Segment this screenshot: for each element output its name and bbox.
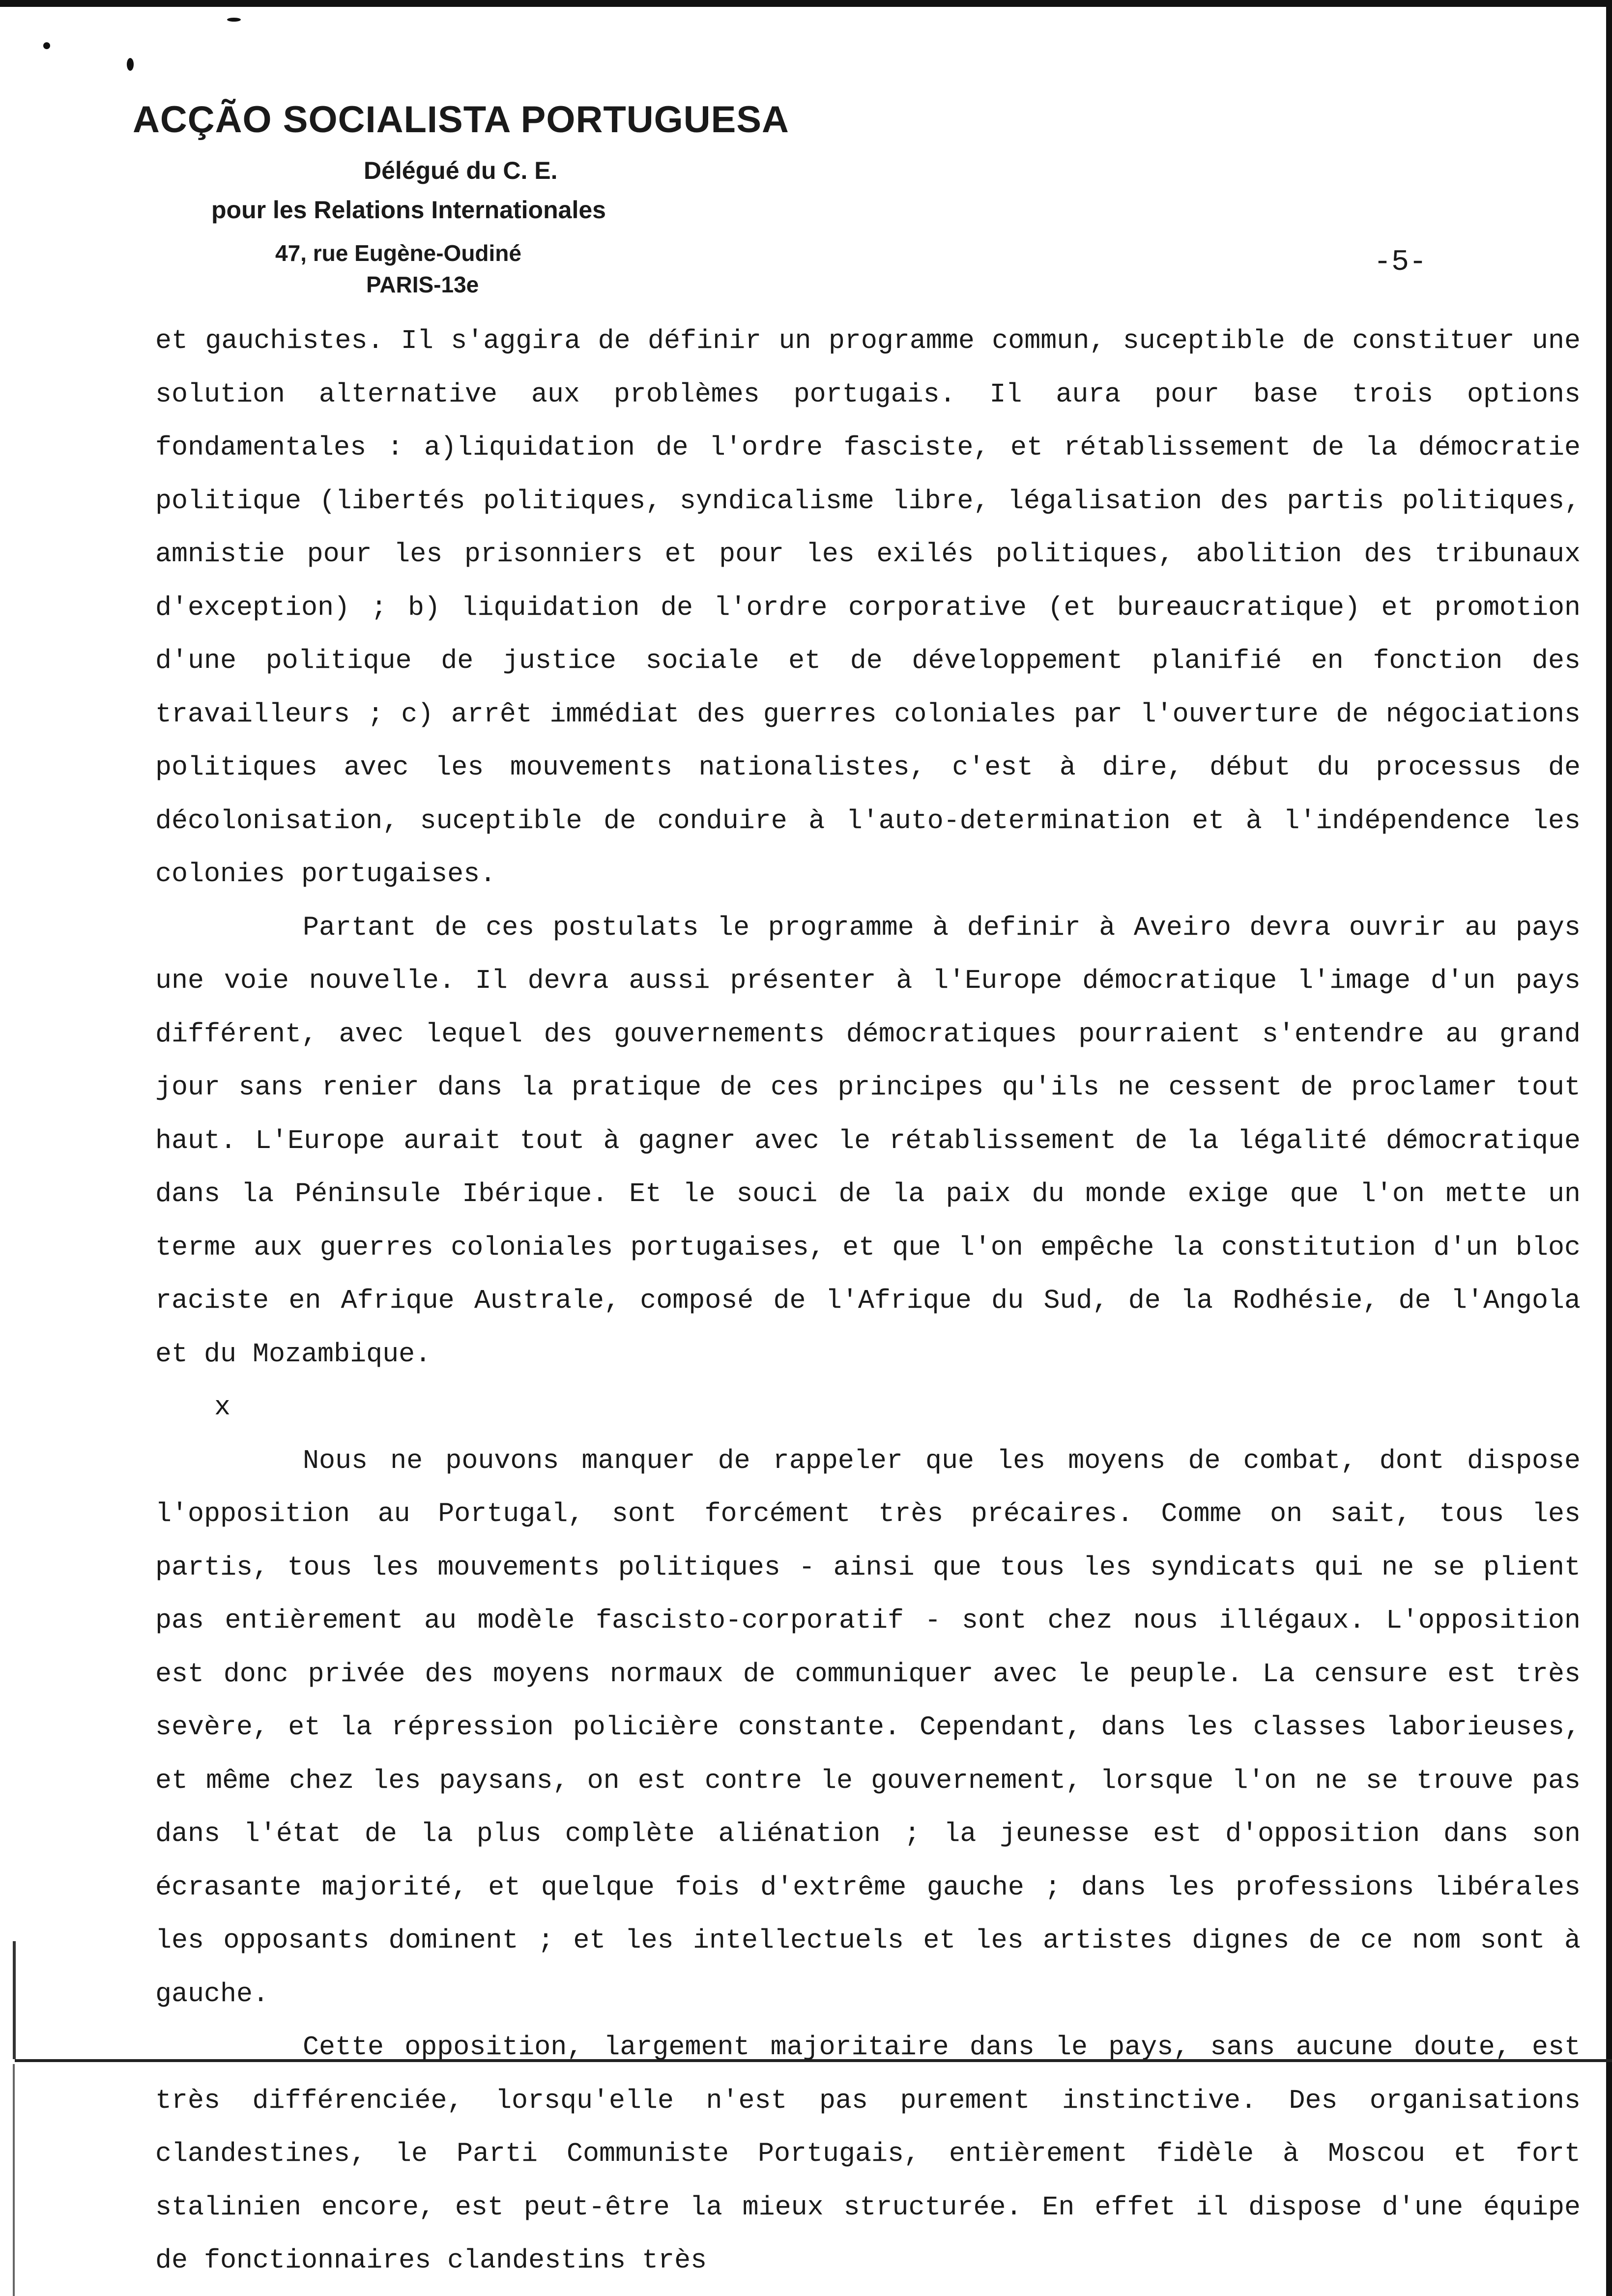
paragraph-1: et gauchistes. Il s'aggira de définir un programme commun, suceptible de constituer une solution alternative aux problèmes portugais. Il aura pour base trois options fondamentales : a)liquidation de l'ordre fasciste, et rétablissement de la démocratie politique (libertés politiques, syndicalisme libre, légalisation des partis politiques, amnistie pour les prisonniers et pour les exilés politiques, abolition des tribunaux d'exception) ; b) liquidation de l'ordre corporative (et bureaucratique) et promotion d'une politique de justice sociale et de développement planifié en fonction des travailleurs ; c) arrêt immédiat des guerres coloniales par l'ouverture de négociations politiques avec les mouvements nationalistes, c'est à dire, début du processus de décolonisation, suceptible de conduire à l'auto-determination et à l'indépendence les colonies portugaises. — [155, 325, 1581, 890]
organization-name: ACÇÃO SOCIALISTA PORTUGUESA — [133, 99, 789, 141]
relations-line: pour les Relations Internationales — [211, 196, 606, 224]
city-line: PARIS-13e — [366, 272, 479, 297]
scan-speck — [43, 42, 50, 49]
letterhead — [133, 98, 821, 297]
scan-border-left — [13, 1941, 16, 2059]
paragraph-4: Cette opposition, largement majoritaire dans le pays, sans aucune doute, est très différenciée, lorsqu'elle n'est pas purement instinctive. Des organisations clandestines, le Parti Communiste Portugais, entièrement fidèle à Moscou et fort stalinien encore, est peut-être la mieux structurée. En effet il dispose d'une équipe de fonctionnaires clandestins très — [155, 2032, 1581, 2276]
scan-speck — [127, 58, 134, 71]
delegate-line: Délégué du C. E. — [364, 157, 558, 184]
scan-border-right — [1606, 0, 1612, 2296]
paragraph-2: Partant de ces postulats le programme à definir à Aveiro devra ouvrir au pays une voie nouvelle. Il devra aussi présenter à l'Europe démocratique l'image d'un pays différent, avec lequel des gouvernements démocratiques pourraient s'entendre au grand jour sans renier dans la pratique de ces principes qu'ils ne cessent de proclamer tout haut. L'Europe aurait tout à gagner avec le rétablissement de la légalité démocratique dans la Péninsule Ibérique. Et le souci de la paix du monde exige que l'on mette un terme aux guerres coloniales portugaises, et que l'on empêche la constitution d'un bloc raciste en Afrique Australe, composé de l'Afrique du Sud, de la Rodhésie, de l'Angola et du Mozambique. — [155, 912, 1581, 1370]
street-address: 47, rue Eugène-Oudiné — [275, 240, 521, 266]
paragraph-3: Nous ne pouvons manquer de rappeler que les moyens de combat, dont dispose l'opposition au Portugal, sont forcément très précaires. Comme on sait, tous les partis, tous les mouvements politiques - ainsi que tous les syndicats qui ne se plient pas entièrement au modèle fascisto-corporatif - sont chez nous illégaux. L'opposition est donc privée des moyens normaux de communiquer avec le peuple. La censure est très sevère, et la répression policière constante. Cependant, dans les classes laborieuses, et même chez les paysans, on est contre le gouvernement, lorsque l'on ne se trouve pas dans l'état de la plus complète aliénation ; la jeunesse est d'opposition dans son écrasante majorité, et quelque fois d'extrême gauche ; dans les professions libérales les opposants dominent ; et les intellectuels et les artistes dignes de ce nom sont à gauche. — [155, 1445, 1581, 2009]
scan-border-left-lower — [13, 2064, 15, 2296]
section-separator: x — [214, 1392, 231, 1423]
document-body — [155, 315, 1581, 2288]
page-number: -5- — [1374, 246, 1427, 279]
scan-speck — [227, 18, 241, 22]
scan-border-top — [0, 0, 1612, 7]
